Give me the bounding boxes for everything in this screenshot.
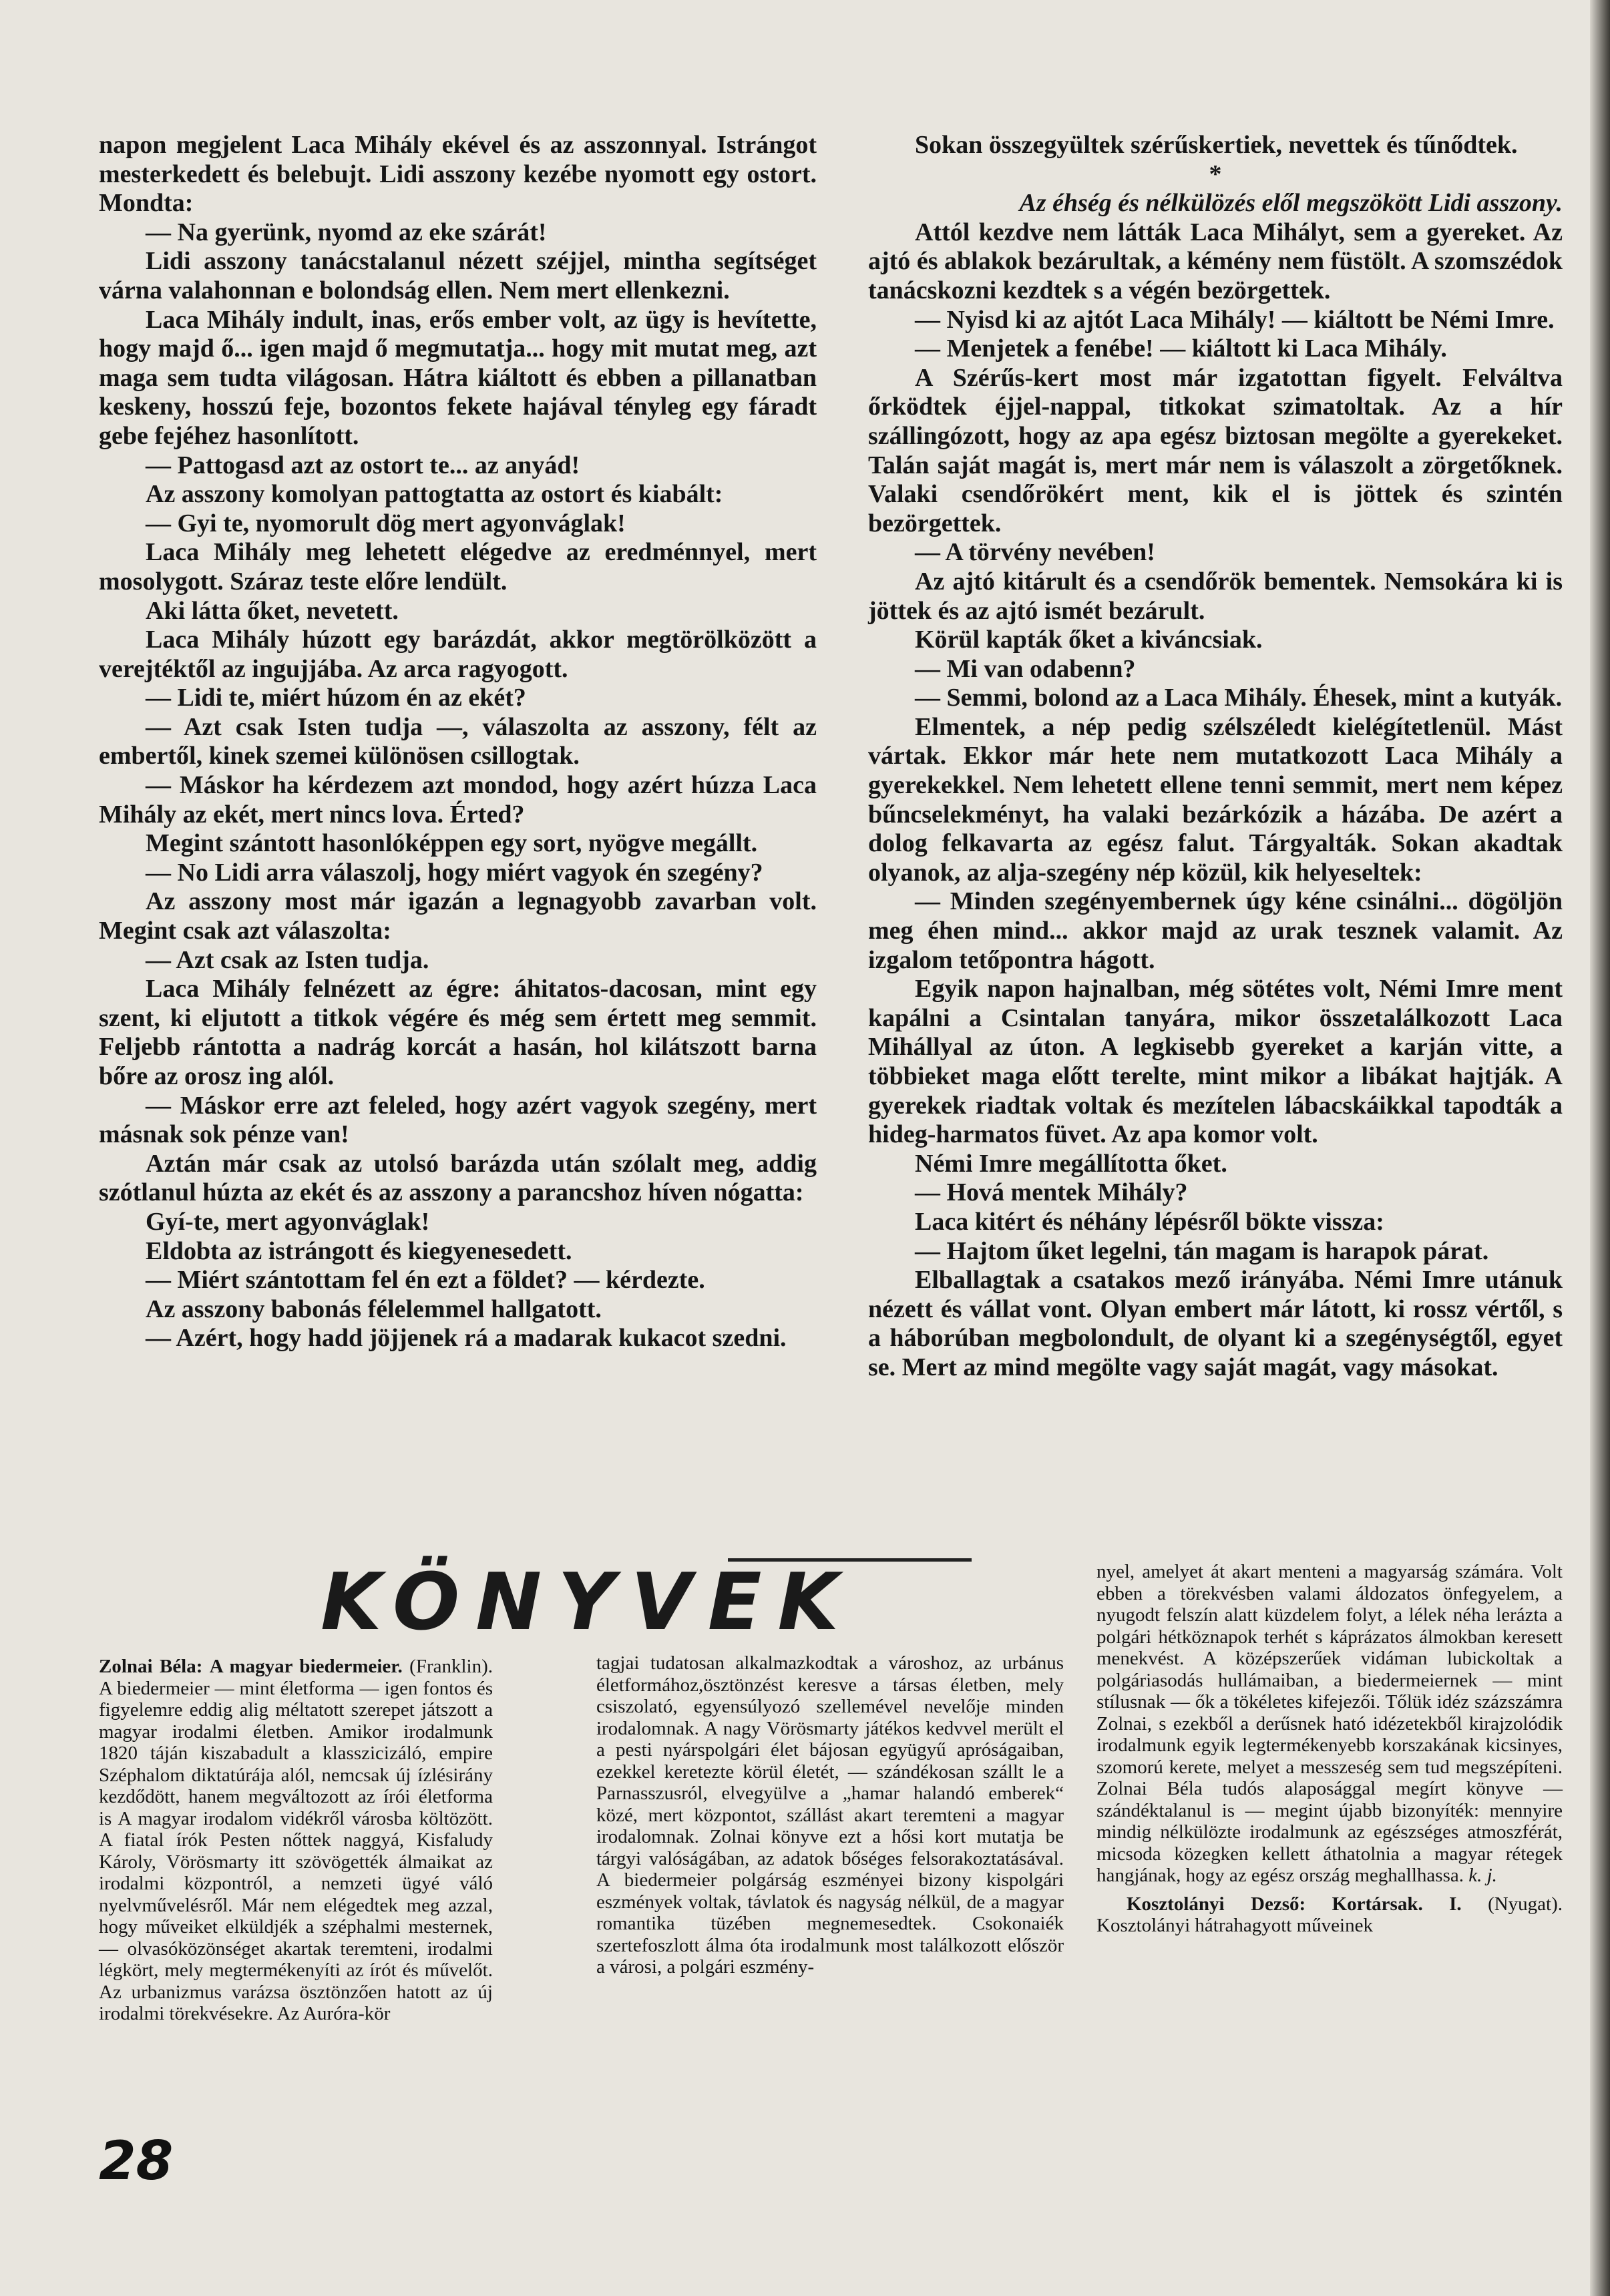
story-paragraph: — Máskor ha kérdezem azt mondod, hogy azért húzza Laca Mihály az ekét, mert nincs lova. Érted? [99, 771, 817, 829]
story-paragraph: Gyí-te, mert agyonváglak! [146, 1207, 430, 1236]
story-paragraph: — Menjetek a fenébe! — kiáltott ki Laca Mihály. [915, 334, 1447, 363]
story-paragraph: Egyik napon hajnalban, még sötétes volt, Némi Imre ment kapálni a Csintalan tanyára, mikor összetalálkozott Laca Mihállyal az úton. A legkisebb gyereket a karján vitte, a többieket maga előtt terelte, mint mikor a libákat hajtják. A gyerekek riadtak voltak és mezítelen lábacskáikkal tapodták a hideg-harmatos füvet. Az apa komor volt. [868, 975, 1563, 1149]
review-column-2 [596, 1652, 1064, 1978]
story-paragraph: Laca Mihály meg lehetett elégedve az eredménnyel, mert mosolygott. Száraz teste előre lendült. [99, 538, 817, 596]
story-paragraph: Lidi asszony tanácstalanul nézett széjjel, mintha segítséget várna valahonnan e bolondság ellen. Nem mert ellenkezni. [99, 247, 817, 304]
story-paragraph: Az asszony komolyan pattogtatta az ostort és kiabált: [146, 480, 723, 509]
story-paragraph: Körül kapták őket a kiváncsiak. [915, 626, 1263, 654]
story-paragraph: * [1209, 160, 1222, 188]
story-paragraph: — Semmi, bolond az a Laca Mihály. Éhesek, mint a kutyák. [915, 684, 1563, 712]
review-paragraph [99, 1656, 493, 2025]
story-paragraph: Megint szántott hasonlóképpen egy sort, nyögve megállt. [146, 829, 758, 858]
story-paragraph: Elballagtak a csatakos mező irányába. Némi Imre utánuk nézett és vállat vont. Olyan embert már látott, ki rossz vértől, s a háborúban megbolondult, de olyant ki a szegénységtől, egyet se. Mert az mind megölte vagy saját magát, vagy másokat. [868, 1266, 1563, 1381]
story-paragraph: — Máskor erre azt feleled, hogy azért vagyok szegény, mert másnak sok pénze van! [99, 1091, 817, 1149]
story-paragraph: — No Lidi arra válaszolj, hogy miért vagyok én szegény? [146, 858, 763, 887]
story-paragraph: — Mi van odabenn? [915, 654, 1136, 683]
story-paragraph: — Pattogasd azt az ostort te... az anyád! [146, 451, 580, 479]
story-paragraph: Némi Imre megállította őket. [915, 1149, 1227, 1178]
story-paragraph: — Miért szántottam fel én ezt a földet? — kérdezte. [146, 1266, 705, 1295]
review-paragraph [1096, 1561, 1563, 1887]
story-paragraph: Laca Mihály húzott egy barázdát, akkor megtörölközött a verejtéktől az ingujjába. Az arca ragyogott. [99, 626, 817, 683]
page-number: 28 [99, 2130, 174, 2192]
story-paragraph: Attól kezdve nem látták Laca Mihályt, sem a gyereket. Az ajtó és ablakok bezárultak, a kémény nem füstölt. A szomszédok tanácskozni kezdtek s a végén bezörgettek. [868, 218, 1563, 304]
story-paragraph: — Na gyerünk, nyomd az eke szárát! [146, 218, 547, 246]
review-text-1: (Franklin). A biedermeier — mint életforma — igen fontos és figyelemre eddig alig méltatott szerepet játszott a magyar irodalmi életben. Amikor irodalmunk 1820 táján kiszabadult a klasszicizáló, empire Széphalom diktatúrája alól, nemcsak új ízlésirány kezdődött, hanem megváltozott az írói életforma is A magyar irodalom vidékről városba költözött. A fiatal írók Pesten nőttek naggyá, Kisfaludy Károly, Vörösmarty itt szövögették álmaikat az irodalmi központról, a nemzeti ügyé váló nyelvművelésről. Már nem elégedtek meg azzal, hogy műveiket elküldjék a széphalmi mesternek, — olvasóközönséget akartak teremteni, irodalmi légkört, mely megtermékenyíti az írót és művelőt. Az urbanizmus varázsa ösztönzően hatott az új irodalmi törekvésekre. Az Auróra-kör [99, 1656, 493, 2024]
section-title: KÖNYVEK [321, 1556, 855, 1648]
review-signature: k. j. [1468, 1865, 1497, 1886]
next-review-text: (Nyugat). Kosztolányi hátrahagyott műveinek [1096, 1893, 1563, 1936]
story-paragraph: — Gyi te, nyomorult dög mert agyonváglak! [146, 509, 626, 537]
story-paragraph: Elmentek, a nép pedig szélszéledt kielégítetlenül. Mást vártak. Ekkor már hete nem mutatkozott Laca Mihály a gyerekekkel. Nem lehetett ellene tenni semmit, mert nem képez bűncselekményt, ha valaki bezárkózik a házába. De azért a dolog felkavarta az egész falut. Tárgyalták. Sokan akadtak olyanok, az alja-szegény nép közül, kik helyeseltek: [868, 712, 1563, 887]
story-paragraph: Sokan összegyültek szérűskertiek, nevettek és tűnődtek. [915, 131, 1518, 159]
story-paragraph: — Azt csak Isten tudja —, válaszolta az asszony, félt az embertől, kinek szemei különösen csillogtak. [99, 712, 817, 770]
story-paragraph: Aki látta őket, nevetett. [146, 596, 399, 625]
page-edge-shadow [1590, 0, 1610, 2296]
review-column-3 [1096, 1561, 1563, 1937]
next-review-author: Kosztolányi Dezső: Kortársak. I. [1127, 1893, 1462, 1915]
story-right-column [868, 131, 1563, 1383]
next-review [1096, 1893, 1563, 1937]
story-paragraph: — Hová mentek Mihály? [915, 1178, 1188, 1207]
story-paragraph: Laca Mihály indult, inas, erős ember volt, az ügy is hevítette, hogy majd ő... igen majd ő megmutatja... hogy mit mutat meg, azt maga sem tudta világosan. Hátra kiáltott és ebben a pillanatban keskeny, hosszú feje, bozontos fekete hajával tényleg egy fáradt gebe fejéhez hasonlított. [99, 305, 817, 450]
story-paragraph: Az éhség és nélkülözés elől megszökött Lidi asszony. [1019, 189, 1563, 218]
story-paragraph: — A törvény nevében! [915, 538, 1155, 567]
story-paragraph: Aztán már csak az utolsó barázda után szólalt meg, addig szótlanul húzta az ekét és az asszony a parancshoz híven nógatta: [99, 1149, 817, 1207]
story-paragraph: Az asszony most már igazán a legnagyobb zavarban volt. Megint csak azt válaszolta: [99, 887, 817, 945]
story-paragraph: — Azért, hogy hadd jöjjenek rá a madarak kukacot szedni. [146, 1324, 787, 1353]
story-paragraph: — Azt csak az Isten tudja. [146, 945, 429, 974]
review-book-title: A magyar biedermeier. [209, 1656, 403, 1677]
story-paragraph: Az ajtó kitárult és a csendőrök bementek. Nemsokára ki is jöttek és az ajtó ismét bezárult. [868, 567, 1563, 625]
story-paragraph: Az asszony babonás félelemmel hallgatott. [146, 1295, 602, 1323]
review-author: Zolnai Béla: [99, 1656, 203, 1677]
story-paragraph: — Hajtom űket legelni, tán magam is harapok párat. [915, 1236, 1489, 1265]
story-paragraph: Eldobta az istrángott és kiegyenesedett. [146, 1236, 572, 1265]
story-paragraph: napon megjelent Laca Mihály ekével és az asszonnyal. Istrángot mesterkedett és belebujt. Lidi asszony kezébe nyomott egy ostort. Mondta: [99, 131, 817, 218]
story-paragraph: Laca Mihály felnézett az égre: áhitatos-dacosan, mint egy szent, ki eljutott a titkok végére és még sem értett meg semmit. Feljebb rántotta a nadrág korcát a hasán, hol kilátszott barna bőre az orosz ing alól. [99, 975, 817, 1090]
review-column-1 [99, 1656, 493, 2025]
story-paragraph: — Lidi te, miért húzom én az ekét? [146, 684, 526, 712]
review-text-3: nyel, amelyet át akart menteni a magyarság számára. Volt ebben a törekvésben valami áldozatos önfegyelem, a nyugodt felszín alatt küzdelem folyt, a lélek néha lerázta a polgári hétköznapok terhét s káprázatos álmokban keresett menekvést. A középszerűek vidáman lubickoltak a polgáriasodás hullámaiban, a biedermeiernek — mint stílusnak — ők a tökéletes kifejezői. Tőlük idéz százszámra Zolnai, s ezekből a derűsnek ható idézetekből kirajzolódik irodalmunk egyik legtermékenyebb korszakának kicsinyes, szomorú kerete, melyet a messzeség sem tud megszépíteni. Zolnai Béla tudós alaposággal megírt könyve — szándéktalanul is — megint újabb bizonyíték: mennyire mindig nélkülözte irodalmunk az egészséges atmoszférát, micsoda közegken kellett áthatolnia a magyar rétegek hangjának, hogy az egész ország meghallhassa. [1096, 1561, 1563, 1886]
story-paragraph: A Szérűs-kert most már izgatottan figyelt. Felváltva őrködtek éjjel-nappal, titkokat szimatoltak. Az a hír szállingózott, hogy az apa egész biztosan megölte a gyerekeket. Talán saját magát is, mert már nem is válaszolt a zörgetőknek. Valaki csendőrökért ment, kik el is jöttek és szintén bezörgettek. [868, 363, 1563, 537]
review-text-2: tagjai tudatosan alkalmazkodtak a városhoz, az urbánus életformához,ösztönzést keresve a társas életben, mely csiszolató, egyensúlyozó szellemével nevelője minden irodalomnak. A nagy Vörösmarty játékos kedvvel merült el a pesti nyárspolgári élet bájosan együgyű apróságaiban, ezekkel keretezte körül életét, — szándékosan szállt le a Parnasszusról, elvegyülve a „hamar halandó emberek“ közé, mert központot, szállást akart teremteni a magyar irodalomnak. Zolnai könyve ezt a hősi kort mutatja be tárgyi valóságában, az adatok bőséges felsorakoztatásával. A biedermeier polgárság eszményei bizony kispolgári eszmények voltak, távlatok és nagyság nélkül, de a magyar romantika tüzében megnemesedtek. Csokonaiék szertefoszlott álma óta irodalmunk most találkozott először a városi, a polgári eszmény- [596, 1652, 1064, 1978]
story-paragraph: — Minden szegényembernek úgy kéne csinálni... dögöljön meg éhen mind... akkor majd az urak tesznek valamit. Az izgalom tetőpontra hágott. [868, 887, 1563, 974]
story-paragraph: — Nyisd ki az ajtót Laca Mihály! — kiáltott be Némi Imre. [915, 305, 1555, 334]
story-left-column [99, 131, 817, 1353]
story-paragraph: Laca kitért és néhány lépésről bökte vissza: [915, 1207, 1384, 1236]
